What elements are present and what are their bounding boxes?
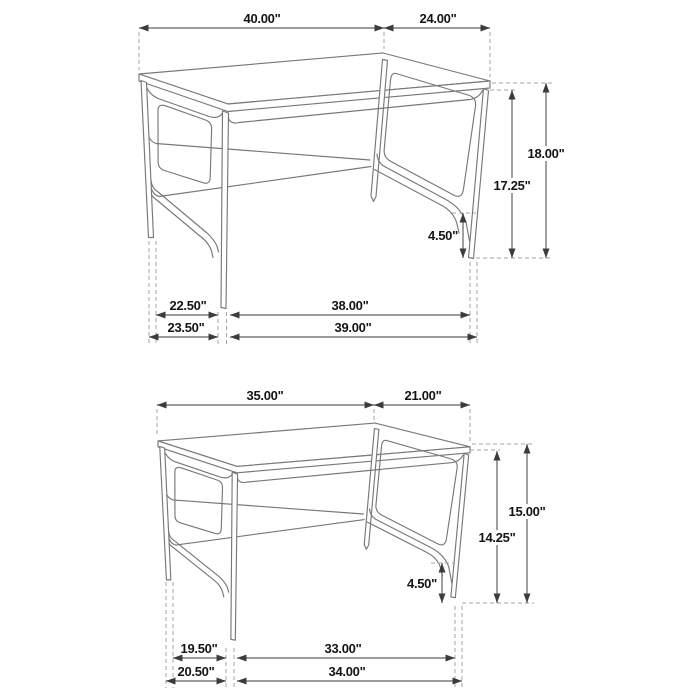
dim-label-base-depth-outer: 20.50" bbox=[177, 664, 215, 679]
dim-label-top-length: 40.00" bbox=[243, 11, 281, 26]
dim-label-base-length-outer: 34.00" bbox=[328, 664, 366, 679]
dim-label-overall-height: 15.00" bbox=[508, 504, 546, 519]
dim-label-base-length-outer: 39.00" bbox=[334, 320, 372, 335]
dim-label-underside-height: 14.25" bbox=[478, 530, 516, 545]
dim-label-top-depth: 21.00" bbox=[404, 388, 442, 403]
dim-label-base-length-inner: 33.00" bbox=[324, 641, 362, 656]
desk-drawing-large bbox=[139, 53, 490, 309]
dim-label-overall-height: 18.00" bbox=[527, 146, 565, 161]
dim-label-base-depth-inner: 19.50" bbox=[180, 641, 218, 656]
dim-label-underside-height: 17.25" bbox=[493, 178, 531, 193]
dim-label-stretcher-height: 4.50" bbox=[407, 576, 437, 591]
dim-label-stretcher-height: 4.50" bbox=[428, 228, 458, 243]
dim-label-base-length-inner: 38.00" bbox=[331, 298, 369, 313]
dim-label-base-depth-outer: 23.50" bbox=[167, 320, 205, 335]
dim-label-top-depth: 24.00" bbox=[419, 11, 457, 26]
desk-drawing-small bbox=[158, 423, 470, 640]
dim-label-base-depth-inner: 22.50" bbox=[169, 298, 207, 313]
dim-label-top-length: 35.00" bbox=[246, 388, 284, 403]
